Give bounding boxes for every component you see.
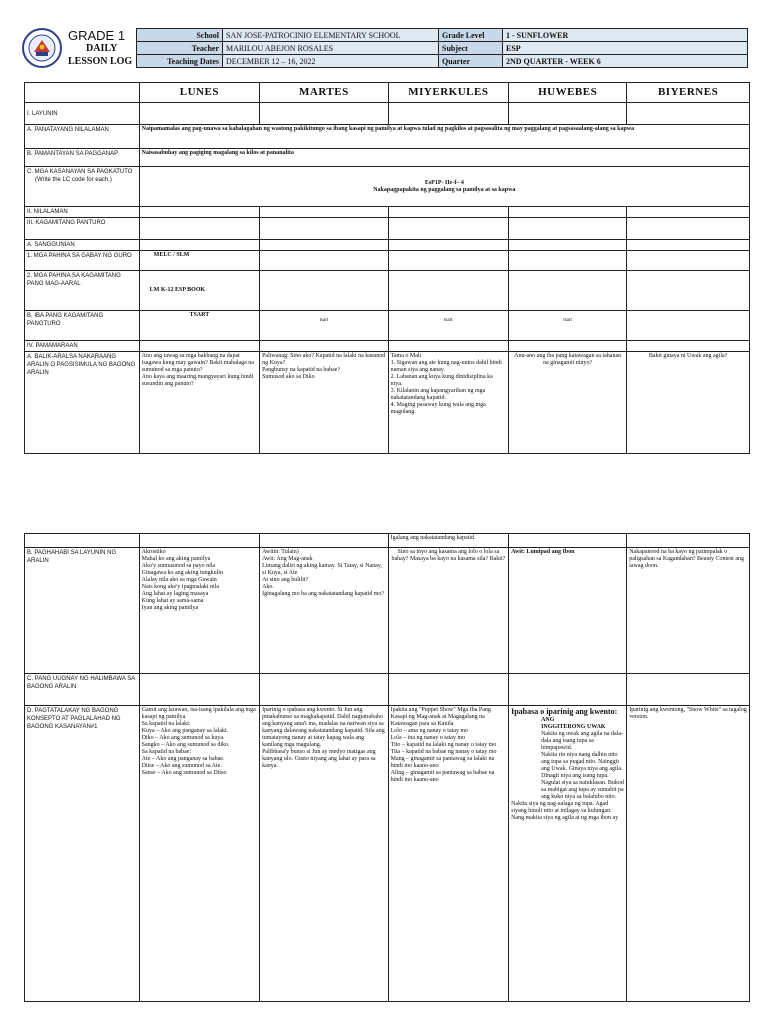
dates-label: Teaching Dates	[137, 55, 223, 68]
quarter-value: 2ND QUARTER - WEEK 6	[503, 55, 748, 68]
row-label-layunin: I. LAYUNIN	[25, 103, 140, 125]
corner-cell	[25, 83, 140, 103]
grade-level-value: 1 - SUNFLOWER	[503, 29, 748, 42]
balik-aral-huwebes: Anu-ano ang iba pang katawagan sa tahanan na ginagamit ninyo?	[509, 352, 627, 454]
pagtatalakay-huwebes	[509, 706, 627, 1002]
iba-value-huwebes: tsart	[509, 311, 627, 341]
row-label-kagamitang: III. KAGAMITANG PANTURO	[25, 218, 140, 240]
pagtatalakay-lunes: Gamit ang larawan, isa-isang ipakilala ang mga kasapi ng pamilya. Sa kapatid na lalaki: Kuya – Ako ang panganay sa lalaki. Diko – Ako ang sumunod sa kuya. Sangko – Ako ang sumunod sa diko. Sa kapatid na babae: Ate – Ako ang panganay sa babae. Ditse – Ako ang sumunod sa Ate. Sanse – Ako ang sumunod sa Ditse.	[139, 706, 259, 1002]
story-title-2: INGGITERONG UWAK	[541, 724, 606, 730]
day-header-miyerkules: MIYERKULES	[388, 83, 508, 103]
story-body: Nakita ng uwak ang agila na dala-dala ang isang tupa sa himpapawid. Nakita rin niya nang dalhin nito ang tupa sa pugad nito. Nainggit ang Uwak. Ginaya niya ang agila. Dinagit niya ang isang tupa. Nagulat siya sa natuklasan. Bukod sa mabigat ang tupa ay sumabit pa ang kuko niya sa balahibo nito.	[541, 731, 624, 800]
day-header-lunes: LUNES	[139, 83, 259, 103]
lesson-log-table-2	[24, 533, 750, 1002]
school-label: School	[137, 29, 223, 42]
quarter-label: Quarter	[439, 55, 503, 68]
kagamitang-pang-value: LM K-12 ESP BOOK	[139, 271, 259, 311]
kasanayan-note: (Write the LC code for each.)	[35, 177, 112, 183]
row-label-kagamitang-pang: 2. MGA PAHINA SA KAGAMITANG PANG MAG-AARAL	[25, 271, 140, 311]
paghahabi-huwebes: Awit: Lumipad ang Ibon	[509, 548, 627, 674]
dates-value: DECEMBER 12 – 16, 2022	[223, 55, 439, 68]
story-tail: Nakita siya ng nag-aalaga ng tupa. Agad siyang hinuli nito at inilagay sa kulungan. Nang makita siya ng agila at ng mga ibon ay	[511, 801, 619, 821]
paghahabi-biyernes: Nakapanood na ba kayo ng patimpalak o paligsahan sa Kagandahan? Beauty Contest ang tawag doon.	[627, 548, 750, 674]
iba-value-biyernes	[627, 311, 750, 341]
row-label-gabay: 1. MGA PAHINA SA GABAY NG GURO	[25, 251, 140, 271]
kasanayan-cell	[139, 167, 749, 207]
pagtatalakay-martes: Iparinig o ipabasa ang kwento. Si Jun ang pinakabunso sa magkakapatid. Dahil nagtatrabaho ang kanyang ama't ina, madalas na naiiwan siya sa kanyang dalawang nakatatandang kapatid. Sila ang tumatayong nanay at tatay kapag wala ang kanilang mga magulang. Palibhasa'y bunso si Jun ay medyo matigas ang kanyang ulo. Gusto niyang ang lahat ay para sa kanya.	[260, 706, 389, 1002]
day-header-huwebes: HUWEBES	[509, 83, 627, 103]
daily-label: DAILY	[86, 43, 118, 54]
row-label-sanggunian: A. SANGGUNIAN	[25, 240, 140, 251]
row-label-panatayang: A. PANATAYANG NILALAMAN	[25, 125, 140, 149]
panatayang-text: Naipamamalas ang pag-unawa sa kahalagahan ng wastong pakikitungo sa ibang kasapi ng pamilya at kapwa tulad ng pagkilos at pagsasalita ng may paggalang at pagsasaalang-alang sa kapwa	[139, 125, 749, 149]
row-label-pag-uugnay: C. PANG UUGNAY NG HALIMBAWA SA BAGONG ARALIN	[25, 674, 140, 706]
header-info-table	[136, 28, 748, 68]
paghahabi-miyerkules: Sino sa inyo ang kasama ang lolo o lola sa bahay? Masaya ba kayo na kasama sila? Bakit?	[388, 548, 508, 674]
row-label-iba-pang: B. IBA PANG KAGAMITANG PANGTURO	[25, 311, 140, 341]
grade-level-label: Grade Level	[439, 29, 503, 42]
teacher-value: MARILOU ABEJON ROSALES	[223, 42, 439, 55]
balik-aral-lunes: Ano ang tawag sa mga hakbang na dapat isagawa kung may gawain? Bakit mahalaga na sumunod sa mga panuto? Ano kaya ang maaring mangyayari kung hindi susundin ang panuto?	[139, 352, 259, 454]
pagtatalakay-biyernes: Iparinig ang kwentong, "Snow White" sa tagalog version.	[627, 706, 750, 1002]
row-label-pamamaraan: IV. PAMAMARAAN	[25, 341, 140, 352]
subject-label: Subject	[439, 42, 503, 55]
gabay-value: MELC / SLM	[139, 251, 259, 271]
row-label-pagganap: B. PAMANTAYAN SA PAGGANAP	[25, 149, 140, 167]
grade-title: GRADE 1	[68, 28, 126, 43]
iba-value-lunes: TSART	[139, 311, 259, 341]
kasanayan-title: C. MGA KASANAYAN SA PAGKATUTO	[27, 169, 133, 175]
day-header-biyernes: BIYERNES	[627, 83, 750, 103]
paghahabi-lunes: Akrostiko Mahal ko ang aking pamilya Ako'y sumusunod sa payo nila Ginagawa ko ang aking tungkulin Alalay nila ako sa mga Gawain Nais kong ako'y ipagmalaki nila Ang lahat ay laging masaya Kung lahat ay sama-sama Iyan ang aking pamilya	[139, 548, 259, 674]
balik-aral-miyerkules: Tama o Mali 1. Sigawan ang ate kung nag-uutos dahil hindi naman siya ang nanay. 2. Labanan ang kuya kung dinidisiplina ka niya. 3. Kilalanin ang kapangyarihan ng mga nakatatandang kapatid. 4. Maging pasaway kung wala ang mga magulang.	[388, 352, 508, 454]
story-title-1: ANG	[541, 717, 555, 723]
paghahabi-martes: Awitin: Tulain) Awit: Ang Mag-anak Limang daliri ng aking kamay. Si Tatay, si Nanay, si Kuya, si Ate At sino ang bulilit? Ako. Iginagalang mo ba ang nakatatandang kapatid mo?	[260, 548, 389, 674]
pagtatalakay-huwebes-intro: Ipabasa o iparinig ang kwento:	[511, 707, 618, 716]
school-value: SAN JOSE-PATROCINIO ELEMENTARY SCHOOL	[223, 29, 439, 42]
row-label-balik-aral: A. BALIK-ARALSA NAKARAANG ARALIN O PAGSISIMULA NG BAGONG ARALIN	[25, 352, 140, 454]
day-header-martes: MARTES	[260, 83, 389, 103]
kasanayan-text: Nakapagpapakita ng paggalang sa pamilya at sa kapwa	[373, 186, 516, 193]
lesson-log-table-1	[24, 82, 750, 454]
row-label-kasanayan	[25, 167, 140, 207]
kasanayan-code: EsP1P- IIe-f– 4	[424, 179, 464, 186]
deped-seal-logo	[22, 28, 62, 68]
balik-aral-biyernes: Bakit ginaya ni Uwak ang agila?	[627, 352, 750, 454]
pagtatalakay-miyerkules: Ipakita ang "Puppet Show" Mga Iba Pang Kasapi ng Mag-anak at Magagalang na Katawagan para sa Kanila Lolo – ama ng nanay o tatay mo Lola – ina ng nanay o tatay mo Tito – kapatid na lalaki ng nanay o tatay mo Tita – kapatid na babae ng nanay o tatay mo Mang – ginagamit sa pantawag sa lalaki na hindi mo kaano-ano Aling – ginagamit sa pantawag sa babae na hindi mo kaano-ano	[388, 706, 508, 1002]
iba-value-martes: tsart	[260, 311, 389, 341]
carry-over-text: Igalang ang nakatatandang kapatid.	[388, 534, 508, 548]
row-label-nilalaman: II. NILALAMAN	[25, 207, 140, 218]
subject-value: ESP	[503, 42, 748, 55]
teacher-label: Teacher	[137, 42, 223, 55]
row-label-paghahabi: B. PAGHAHABI SA LAYUNIN NG ARALIN	[25, 548, 140, 674]
lesson-log-label: LESSON LOG	[68, 56, 133, 67]
row-label-pagtatalakay: D. PAGTATALAKAY NG BAGONG KONSEPTO AT PAGLALAHAD NG BAGONG KASANAYAN#1	[25, 706, 140, 1002]
iba-value-miyerkules: tsart	[388, 311, 508, 341]
balik-aral-martes: Paliwanag: Sino ako? Kapatid na lalaki na kasunod ng Kuya? Pangbunsy na kapatid na babae? Sumusod ako sa Diko	[260, 352, 389, 454]
pagganap-text: Naisasabuhay ang pagiging magalang sa kilos at pananalita	[139, 149, 749, 167]
